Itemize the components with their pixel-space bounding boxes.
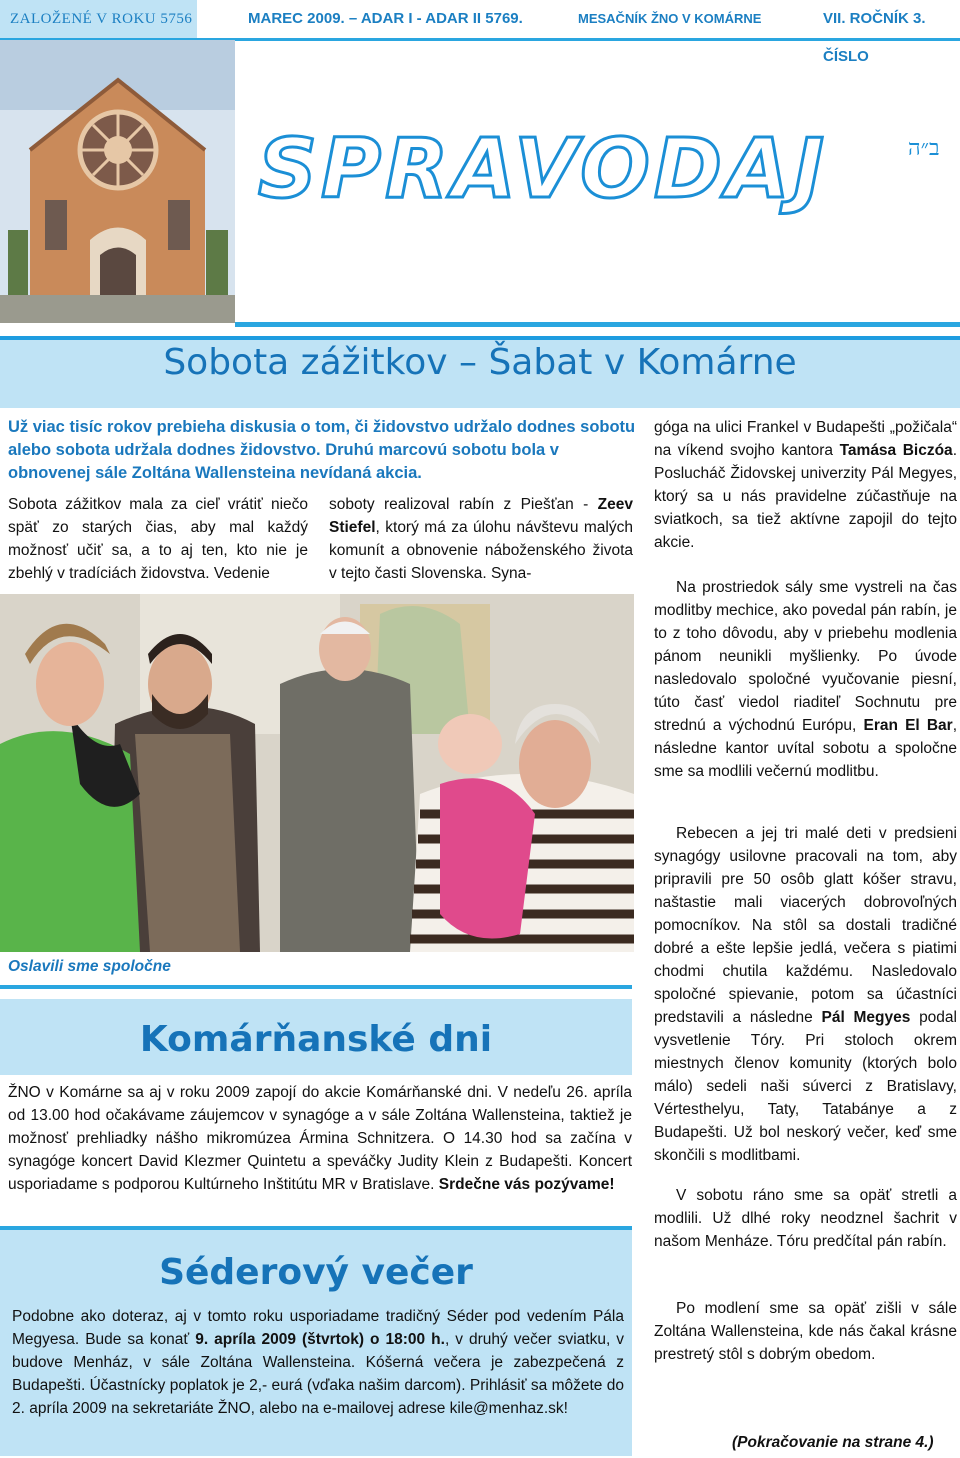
column-3-paragraph-3 <box>654 822 957 1167</box>
bh-hebrew-mark: ב״ה <box>908 136 940 161</box>
speaker-name: Pál Megyes <box>821 1009 911 1026</box>
article-headline: Sobota zážitkov – Šabat v Komárne <box>163 342 797 383</box>
p2-text-c: , následne kantor uvítal sobotu a spoločne sme sa modlili večernú modlitbu. <box>654 717 958 780</box>
founded-label: ZALOŽENÉ V ROKU 5756 <box>0 0 197 38</box>
seder-text <box>12 1305 624 1420</box>
p3-text-c: podal vysvetlenie Tóry. Pri stoloch okrem miestnych členov komunity (ktorých bolo málo) sedeli naši súverci z Bratislavy, Vértesthelyu, Taty, Tatabánye a z Budapešti. Už bol neskorý večer, keď sme skončili s modlitbami. <box>654 1009 957 1164</box>
article-column-3-p5 <box>654 1297 957 1366</box>
continued-note: (Pokračovanie na strane 4.) <box>732 1434 934 1451</box>
column-3-paragraph-4: V sobotu ráno sme sa opäť stretli a modlili. Už dlhé roky neodznel šachrit v našom Menháze. Tóru predčítal pán rabín. <box>654 1187 957 1250</box>
p1-text-a: góga na ulici Frankel v Budapešti „požičala“ na víkend svojho kantora <box>654 419 957 459</box>
volume-number: VII. ROČNÍK 3. ČÍSLO <box>823 10 926 65</box>
article-column-3-p4 <box>654 1184 957 1253</box>
column-2-text <box>329 493 633 585</box>
seder-body-a: Podobne ako doteraz, aj v tomto roku usporiadame tradičný Séder pod vedením Pála Megyesa. Bude sa konať <box>12 1308 624 1348</box>
komarno-days-body: ŽNO v Komárne sa aj v roku 2009 zapojí do akcie Komárňanské dni. V nedeľu 26. apríla od 13.00 hod očakávame záujemcov v synagóge a v sále Zoltána Wallensteina, taktiež je možnosť prehliadky nášho mikromúzea Ármina Schnitzera. O 14.30 hod sa začína v synagóge koncert David Klezmer Quintetu a speváčky Judity Klein z Budapešti. Koncert usporiadame s podporou Kultúrneho Inštitútu MR v Bratislave. <box>8 1084 632 1193</box>
column-2-text-a: soboty realizoval rabín z Piešťan - <box>329 496 598 513</box>
publication-type: MESAČNÍK ŽNO V KOMÁRNE <box>578 11 762 26</box>
event-photo <box>0 594 634 952</box>
logo-divider <box>235 322 960 327</box>
article-lead: Už viac tisíc rokov prebieha diskusia o tom, či židovstvo udržalo dodnes sobotu alebo sobota udržala dodnes židovstvo. Druhú marcovú sobotu bola v obnovenej sále Zoltána Wallensteina nevídaná akcia. <box>8 418 636 482</box>
cantor-name: Tamása Biczóa <box>839 442 953 459</box>
article-column-3-p3 <box>654 822 957 1167</box>
synagogue-photo <box>0 40 235 323</box>
article-column-3-p1 <box>654 416 957 554</box>
seder-body-c: , v druhý večer sviatku, v budove Menház, v sále Zoltána Wallensteina. Kóšerná večera je zabezpečená z Budapešti. Účastnícky poplatok je 2,- eurá (vďaka našim darcom). Prihlásiť sa môžete do 2. apríla 2009 na sekretariáte ŽNO, alebo na e-mailovej adrese kile@menhaz.sk! <box>12 1331 625 1417</box>
column-1-text: Sobota zážitkov mala za cieľ vrátiť niečo späť zo starých čias, aby mal každý možnosť učiť sa, a to aj ten, kto nie je zbehlý v tradíciách židovstva. Vedenie <box>8 496 308 582</box>
column-3-paragraph-5: Po modlení sme sa opäť zišli v sále Zoltána Wallensteina, kde nás čakal krásne prestretý stôl s dobrým obedom. <box>654 1300 957 1363</box>
article-column-2 <box>329 493 633 585</box>
newsletter-logo: SPRAVODAJ <box>258 122 828 217</box>
seder-date: 9. apríla 2009 (štvrtok) o 18:00 h. <box>195 1331 445 1348</box>
article-column-3-p2 <box>654 576 957 783</box>
seder-title: Séderový večer <box>159 1252 473 1293</box>
column-2-text-c: , ktorý má za úlohu návštevu malých komunít a obnovenie náboženského života v tejto časti Slovenska. Syna- <box>329 519 633 582</box>
komarno-days-title: Komárňanské dni <box>139 1019 493 1060</box>
p2-text-a: Na prostriedok sály sme vystreli na čas modlitby mechice, ako povedal pán rabín, je to z toho dôvodu, aby v priebehu modlenia pánom neunikli myšlienky. Po úvode nasledovalo spoločné vyučovanie piesní, túto časť viedol riaditeľ Sochnutu pre strednú a východnú Európu, <box>654 579 957 734</box>
p3-text-a: Rebecen a jej tri malé deti v predsieni synagógy usilovne pracovali na tom, aby pripravili pre 50 osôb glatt kóšer stravu, naštastie mali viacerých dobrovoľných pomocníkov. Na stôl sa dostali tradičné dobré a ešte lepšie jedlá, večera s piatimi chodmi chutila každému. Nasledovalo spoločné spievanie, potom sa účastníci predstavili a následne <box>654 825 957 1026</box>
rabbi-name: Zeev Stiefel <box>329 496 633 536</box>
komarno-days-box <box>0 985 632 1075</box>
p1-text-c: . Poslucháč Židovskej univerzity Pál Megyes, ktorý sa u nás pravidelne zúčastňuje na sviatkoch, sa tiež aktívne zapojil do tejto akcie. <box>654 442 957 551</box>
column-3-paragraph-1 <box>654 416 957 554</box>
komarno-days-text <box>8 1081 632 1196</box>
article-column-1 <box>8 493 308 585</box>
director-name: Eran El Bar <box>863 717 953 734</box>
issue-date: MAREC 2009. – ADAR I - ADAR II 5769. <box>248 10 523 27</box>
komarno-days-invite: Srdečne vás pozývame! <box>438 1176 615 1193</box>
column-3-paragraph-2 <box>654 576 957 783</box>
photo-caption: Oslavili sme spoločne <box>8 958 171 975</box>
